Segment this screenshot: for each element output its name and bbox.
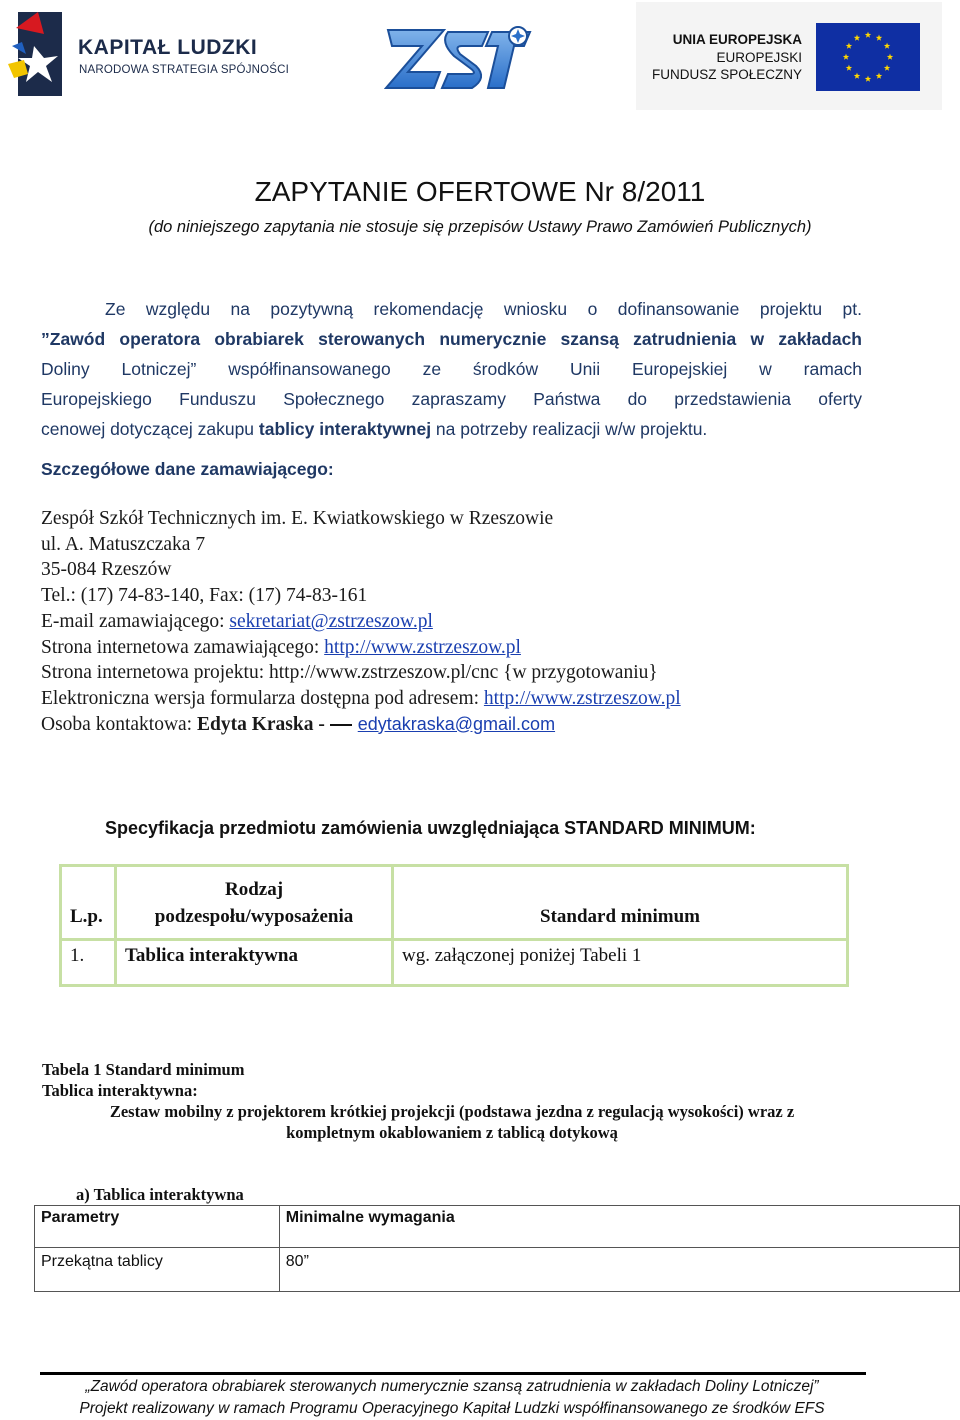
eu-star-icon (876, 35, 882, 41)
params-row-value: 80” (279, 1248, 959, 1292)
spec-col-rodzaj-line2: podzespołu/wyposażenia (154, 905, 354, 927)
footer-divider (40, 1372, 866, 1375)
contact-email-row (41, 609, 681, 635)
eu-logo-line2: EUROPEJSKI (716, 50, 802, 65)
eu-star-icon (884, 43, 890, 49)
dash-divider (330, 724, 352, 726)
footer-line-2: Projekt realizowany w ramach Programu Operacyjnego Kapitał Ludzki współfinansowanego ze środków EFS (79, 1400, 825, 1417)
eu-star-icon (854, 35, 860, 41)
table-row (61, 940, 848, 986)
eu-logo (636, 2, 942, 110)
spec-row-standard: wg. załączonej poniżej Tabeli 1 (393, 940, 848, 986)
spec-col-rodzaj (116, 866, 393, 940)
contact-city: 35-084 Rzeszów (41, 559, 172, 581)
eu-logo-line3: FUNDUSZ SPOŁECZNY (651, 67, 802, 82)
eu-stars-icon (816, 23, 920, 91)
intro-last-bold: tablicy interaktywnej (258, 419, 432, 439)
tabela1-section-a: a) Tablica interaktywna (76, 1185, 244, 1204)
kapital-ludzki-title: KAPITAŁ LUDZKI (78, 36, 258, 59)
contact-person-email-link[interactable]: edytakraska@gmail.com (357, 713, 556, 734)
contact-block (41, 506, 681, 737)
contact-www-label: Strona internetowa zamawiającego: (41, 636, 325, 658)
contact-phone: Tel.: (17) 74-83-140, Fax: (17) 74-83-161 (41, 585, 368, 607)
spec-col-standard: Standard minimum (393, 866, 848, 940)
contact-person-label: Osoba kontaktowa: (41, 713, 197, 735)
intro-line-5 (41, 414, 862, 444)
zst-logo (384, 22, 534, 94)
eu-flag-icon (816, 23, 920, 91)
tabela1-title: Tabela 1 Standard minimum (42, 1060, 245, 1079)
table-row (35, 1248, 960, 1292)
tabela1-desc-line1: Zestaw mobilny z projektorem krótkiej projekcji (podstawa jezdna z regulacją wysokości) wraz z (109, 1102, 795, 1121)
intro-line-3-text: Doliny Lotniczej” współfinansowanego ze środków Unii Europejskiej w ramach (41, 359, 862, 379)
eu-star-icon (854, 73, 860, 79)
intro-last-before: cenowej dotyczącej zakupu (41, 419, 259, 439)
contact-form-label: Elektroniczna wersja formularza dostępna pod adresem: (41, 687, 484, 709)
contact-school: Zespół Szkół Technicznych im. E. Kwiatkowskiego w Rzeszowie (41, 508, 554, 529)
params-col-req: Minimalne wymagania (279, 1206, 959, 1248)
params-row-name: Przekątna tablicy (35, 1248, 280, 1292)
contact-project-www: Strona internetowa projektu: http://www.zstrzeszow.pl/cnc {w przygotowaniu} (41, 662, 658, 684)
eu-star-icon (865, 76, 871, 82)
eu-logo-line1: UNIA EUROPEJSKA (672, 32, 802, 47)
kapital-ludzki-subtitle: NARODOWA STRATEGIA SPÓJNOŚCI (79, 64, 290, 76)
spec-table (59, 864, 849, 987)
eu-star-icon (843, 54, 849, 60)
spec-heading: Specyfikacja przedmiotu zamówienia uwzględniająca STANDARD MINIMUM: (105, 818, 756, 838)
zst-emblem-icon (384, 22, 534, 94)
document-subtitle: (do niniejszego zapytania nie stosuje się przepisów Ustawy Prawo Zamówień Publicznych) (148, 218, 812, 236)
tabela1-desc-line2: kompletnym okablowaniem z tablicą dotykową (286, 1123, 618, 1142)
eu-star-icon (884, 65, 890, 71)
intro-line-2: ”Zawód operatora obrabiarek sterowanych numerycznie szansą zatrudnienia w zakładach (41, 329, 862, 349)
tabela1-subtitle: Tablica interaktywna: (42, 1081, 198, 1100)
contact-street: ul. A. Matuszczaka 7 (41, 533, 206, 555)
spec-row-lp: 1. (61, 940, 116, 986)
intro-line-4: Europejskiego Funduszu Społecznego zapraszamy Państwa do przedstawienia oferty (41, 389, 862, 409)
contact-www-link[interactable]: http://www.zstrzeszow.pl (324, 636, 521, 658)
intro-last-after: na potrzeby realizacji w/w projektu. (431, 419, 708, 439)
contact-person-name: Edyta Kraska - (196, 713, 330, 735)
eu-star-icon (876, 73, 882, 79)
spec-col-lp: L.p. (61, 866, 116, 940)
contact-email-link[interactable]: sekretariat@zstrzeszow.pl (229, 610, 433, 632)
eu-star-icon (887, 54, 893, 60)
spec-table-header-row (61, 866, 848, 940)
contact-form-link[interactable]: http://www.zstrzeszow.pl (483, 687, 681, 709)
eu-star-icon (865, 32, 871, 38)
intro-paragraph (41, 294, 862, 444)
eu-star-icon (846, 43, 852, 49)
intro-line-1: Ze względu na pozytywną rekomendację wniosku o dofinansowanie projektu pt. (105, 299, 862, 319)
kapital-ludzki-emblem-icon (8, 12, 70, 96)
params-table (34, 1205, 960, 1292)
intro-line-3 (41, 354, 862, 384)
spec-col-rodzaj-line1: Rodzaj (224, 878, 284, 900)
footer-line-1: „Zawód operatora obrabiarek sterowanych numerycznie szansą zatrudnienia w zakładach Doliny Lotniczej” (85, 1378, 819, 1395)
params-header-row (35, 1206, 960, 1248)
spec-row-item: Tablica interaktywna (116, 940, 393, 986)
document-title: ZAPYTANIE OFERTOWE Nr 8/2011 (254, 176, 706, 207)
contact-www-row (41, 635, 681, 661)
contact-person-row (41, 712, 681, 738)
details-heading: Szczegółowe dane zamawiającego: (41, 459, 334, 479)
contact-form-row (41, 686, 681, 712)
eu-star-icon (846, 65, 852, 71)
contact-email-label: E-mail zamawiającego: (41, 610, 230, 632)
params-col-name: Parametry (35, 1206, 280, 1248)
